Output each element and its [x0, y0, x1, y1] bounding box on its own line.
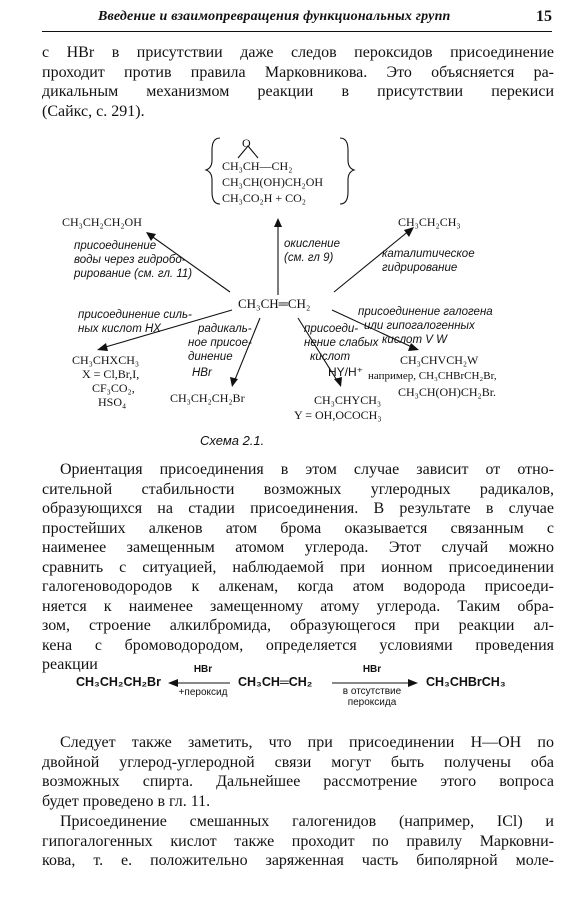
label-radical: ное присое- [188, 337, 252, 349]
text-line: галогеноводородов к алкенам, когда атом водорода присоеди- [42, 578, 554, 595]
right-condition: в отсутствие [342, 686, 402, 697]
product-epoxide: CH₃CH—CH₂ [222, 159, 293, 173]
left-condition: +пероксид [178, 687, 228, 698]
label-radical: динение [188, 351, 233, 363]
scheme-caption: Схема 2.1. [200, 433, 265, 448]
label-hydrogenation: гидрирование [382, 262, 458, 274]
text-line: Следует также заметить, что при присоединении H—OH по [60, 734, 554, 751]
left-reagent: HBr [193, 664, 213, 675]
text-line: Ориентация присоединения в этом случае зависит от отно- [60, 461, 554, 478]
right-condition: пероксида [347, 697, 397, 708]
propene: CH₃CH═CH₂ [238, 675, 313, 689]
epoxide-oxygen: O [242, 136, 251, 150]
text-line: будет проведено в гл. 11. [42, 792, 211, 810]
text-line: (Сайкс, с. 291). [42, 102, 145, 120]
label-oxidation: (см. гл 9) [284, 252, 334, 264]
paragraph-3 [42, 733, 554, 811]
label-radical: радикаль- [198, 323, 252, 335]
text-line: няется к наименее замещенному атому углерода. Таким обра- [42, 597, 554, 615]
label-halogen: присоединение галогена [358, 306, 493, 318]
arrowhead [230, 377, 238, 387]
product-diol: CH₃CH(OH)CH₂OH [222, 175, 324, 189]
label-strong-acid: присоединение силь- [78, 309, 192, 321]
label-weak-acid: нение слабых [304, 337, 379, 349]
text-line: кена с бромоводородом, определяется условиями проведения [42, 636, 554, 654]
text-line: возможных спирта. Дальнейшее рассмотрение этого вопроса [42, 773, 554, 790]
label-hydroboration: воды через гидробо- [74, 254, 186, 266]
label-hydrogenation: каталитическое [382, 248, 475, 260]
text-line: с HBr в присутствии даже следов пероксидов присоединение [42, 44, 554, 61]
paragraph-2 [42, 460, 554, 675]
label-weak-acid: присоеди- [304, 323, 359, 335]
text-line: образующихся на стадии присоединения. В результате в случае [42, 500, 554, 517]
paragraph-1 [42, 43, 554, 121]
reaction-equation [42, 660, 554, 710]
text-line: сительной стабильности возможных углеродных радикалов, [42, 480, 554, 498]
product-isopropyl-x: CH₃CHXCH₃ [72, 353, 140, 367]
left-arrowhead [168, 679, 178, 687]
text-line: дикальным механизмом реакции в присутствии перекиси [42, 83, 554, 100]
running-header [42, 6, 552, 32]
text-line: сравнить с ситуацией, наблюдаемой при ионном присоединении [42, 558, 554, 576]
product-isopropyl-x: HSO₄ [98, 395, 127, 409]
label-strong-acid: ных кислот HX [78, 323, 161, 335]
text-line: гипогалогенных кислот также проходит по правилу Марковни- [42, 832, 554, 850]
right-reagent: HBr [362, 664, 382, 675]
paragraph-4 [42, 812, 554, 871]
label-hydroboration: рирование (см. гл. 11) [74, 268, 193, 280]
text-line: зом, строение алкилбромида, образующегося при реакции ал- [42, 617, 554, 634]
label-halogen: или гипогалогенных [364, 320, 475, 332]
left-brace [206, 138, 220, 204]
arrowhead [97, 343, 108, 351]
text-line: двойной углерод-углеродной связи могут быть получены оба [42, 753, 554, 771]
label-oxidation: окисление [284, 238, 340, 250]
reaction-scheme [42, 130, 554, 460]
product-propanol: CH₃CH₂CH₂OH [62, 215, 142, 229]
product-acid: CH₃CO₂H + CO₂ [222, 191, 306, 205]
page-number: 15 [536, 8, 552, 25]
right-brace [340, 138, 354, 204]
product-propyl-bromide: CH₃CH₂CH₂Br [76, 675, 161, 689]
label-radical: HBr [192, 367, 212, 379]
arrowhead [274, 218, 282, 227]
text-line: наименее замещенным атомом углерода. Этот случай можно [42, 539, 554, 556]
product-isopropyl-bromide: CH₃CHBrCH₃ [426, 675, 506, 689]
product-dihalide: CH₃CHVCH₂W [400, 353, 479, 367]
product-propane: CH₃CH₂CH₃ [398, 215, 461, 229]
propene-center: CH₃CH═CH₂ [238, 296, 311, 311]
product-isopropyl-y: CH₃CHYCH₃ [314, 393, 382, 407]
label-weak-acid: кислот [310, 351, 351, 363]
text-line: проходит против правила Марковникова. Это объясняется ра- [42, 63, 554, 81]
product-propyl-bromide: CH₃CH₂CH₂Br [170, 391, 245, 405]
label-hydroboration: присоединение [74, 240, 157, 252]
arrow-hydrogenation [334, 230, 410, 292]
header-rule [42, 31, 552, 32]
text-line: Присоединение смешанных галогенидов (например, ICl) и [60, 813, 554, 830]
product-isopropyl-x: CF₃CO₂, [92, 381, 135, 395]
text-line: простейших алкенов атом брома оказывается связанным с [42, 519, 554, 537]
product-dihalide: например, CH₃CHBrCH₂Br, [368, 370, 497, 382]
label-halogen: кислот V W [382, 334, 447, 346]
product-isopropyl-x: X = Cl,Br,I, [82, 367, 140, 381]
running-title: Введение и взаимопревращения функциональных групп [98, 9, 451, 24]
product-dihalide: CH₃CH(OH)CH₂Br. [398, 385, 497, 399]
text-line: реакции [42, 656, 98, 673]
text-line: кова, т. е. положительно заряженная часть биполярной моле- [42, 852, 554, 869]
label-weak-acid: HY/H⁺ [328, 365, 364, 379]
product-isopropyl-y: Y = OH,OCOCH₃ [294, 408, 382, 422]
